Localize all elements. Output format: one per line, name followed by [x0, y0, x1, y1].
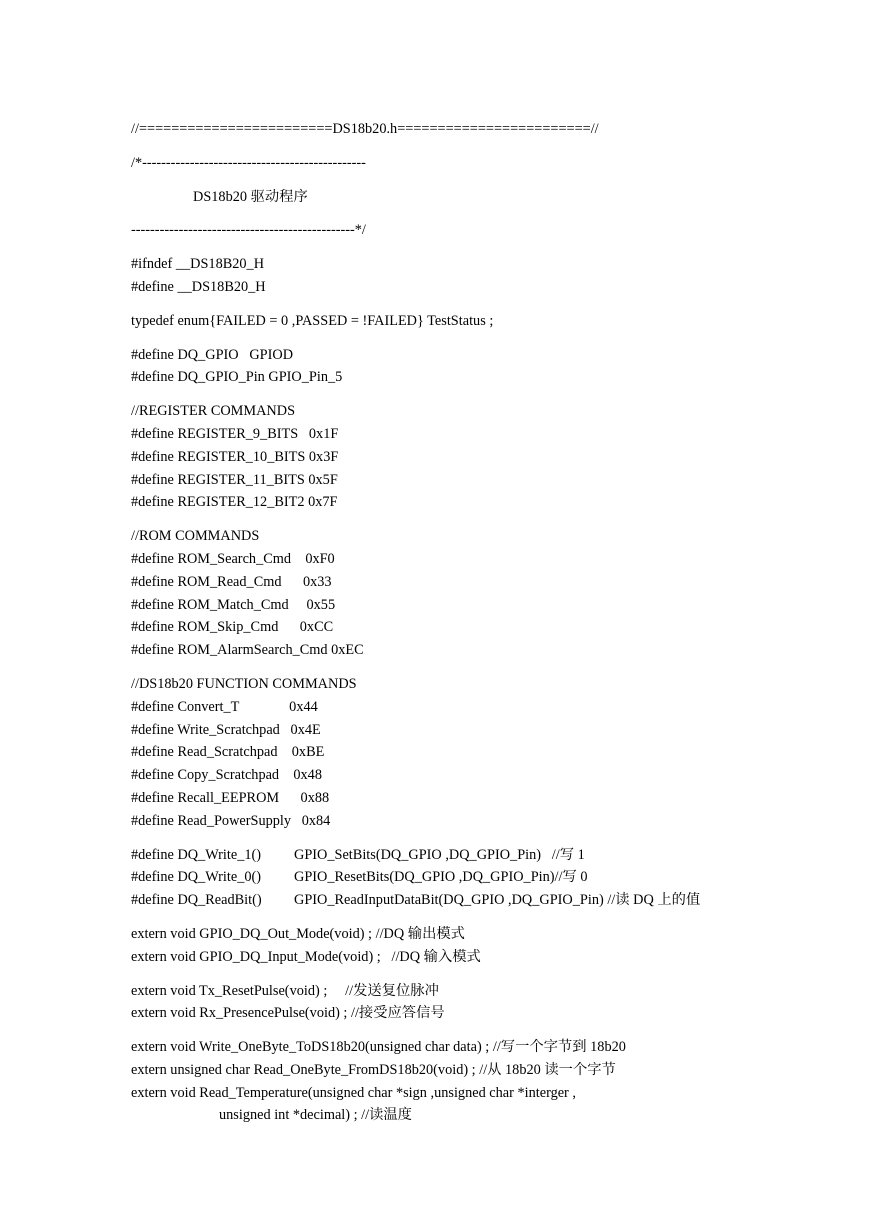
code-line-register-11: #define REGISTER_11_BITS 0x5F: [131, 471, 338, 488]
code-line-rx-presencepulse: extern void Rx_PresencePulse(void) ; //接受应答信号: [131, 1005, 445, 1022]
code-line-typedef: typedef enum{FAILED = 0 ,PASSED = !FAILED} TestStatus ;: [131, 312, 494, 329]
code-line-dq-gpio: #define DQ_GPIO GPIOD: [131, 346, 294, 363]
code-line-register-12: #define REGISTER_12_BIT2 0x7F: [131, 494, 338, 511]
code-line-dq-gpio-pin: #define DQ_GPIO_Pin GPIO_Pin_5: [131, 369, 343, 386]
comment-block-close: -----------------------------------------------*/: [131, 222, 366, 239]
macro-name: #define DQ_Write_0(): [131, 869, 262, 886]
macro-body: GPIO_ResetBits(DQ_GPIO ,DQ_GPIO_Pin)//写 0: [294, 869, 588, 886]
code-line-read-onebyte: extern unsigned char Read_OneByte_FromDS18b20(void) ; //从 18b20 读一个字节: [131, 1061, 616, 1078]
document-body: [131, 118, 851, 1127]
code-line-tx-resetpulse: extern void Tx_ResetPulse(void) ; //发送复位脉冲: [131, 982, 439, 999]
code-line-write-scratchpad: #define Write_Scratchpad 0x4E: [131, 721, 321, 738]
file-header-banner: //========================DS18b20.h========================//: [131, 121, 599, 137]
section-comment-rom: //ROM COMMANDS: [131, 528, 260, 545]
code-line-gpio-out-mode: extern void GPIO_DQ_Out_Mode(void) ; //DQ 输出模式: [131, 925, 465, 942]
code-line-convert-t: #define Convert_T 0x44: [131, 698, 318, 715]
code-line-define-guard: #define __DS18B20_H: [131, 278, 266, 295]
code-line-gpio-input-mode: extern void GPIO_DQ_Input_Mode(void) ; //DQ 输入模式: [131, 948, 481, 965]
code-line-read-temperature: extern void Read_Temperature(unsigned char *sign ,unsigned char *interger ,: [131, 1084, 576, 1101]
code-line-read-scratchpad: #define Read_Scratchpad 0xBE: [131, 744, 325, 761]
macro-name: #define DQ_Write_1(): [131, 846, 262, 863]
macro-body: GPIO_ReadInputDataBit(DQ_GPIO ,DQ_GPIO_Pin) //读 DQ 上的值: [294, 892, 701, 909]
code-line-register-9: #define REGISTER_9_BITS 0x1F: [131, 425, 339, 442]
code-line-register-10: #define REGISTER_10_BITS 0x3F: [131, 448, 339, 465]
section-comment-function: //DS18b20 FUNCTION COMMANDS: [131, 675, 357, 692]
code-line-rom-match: #define ROM_Match_Cmd 0x55: [131, 596, 336, 613]
comment-block-title: DS18b20 驱动程序: [193, 188, 308, 205]
code-line-read-powersupply: #define Read_PowerSupply 0x84: [131, 812, 331, 829]
section-comment-register: //REGISTER COMMANDS: [131, 403, 296, 420]
code-line-rom-skip: #define ROM_Skip_Cmd 0xCC: [131, 619, 334, 636]
macro-body: GPIO_SetBits(DQ_GPIO ,DQ_GPIO_Pin) //写 1: [294, 846, 585, 863]
code-line-rom-read: #define ROM_Read_Cmd 0x33: [131, 573, 332, 590]
code-line-dq-write-0: [131, 866, 851, 889]
code-line-recall-eeprom: #define Recall_EEPROM 0x88: [131, 789, 330, 806]
code-line-dq-readbit: [131, 889, 851, 912]
code-line-ifndef: #ifndef __DS18B20_H: [131, 256, 265, 273]
code-line-rom-alarmsearch: #define ROM_AlarmSearch_Cmd 0xEC: [131, 642, 364, 659]
code-line-read-temperature-cont: unsigned int *decimal) ; //读温度: [219, 1107, 412, 1124]
code-line-copy-scratchpad: #define Copy_Scratchpad 0x48: [131, 767, 322, 784]
code-line-dq-write-1: [131, 844, 851, 867]
comment-block-open: /*-----------------------------------------------: [131, 154, 366, 171]
macro-name: #define DQ_ReadBit(): [131, 892, 262, 909]
code-line-write-onebyte: extern void Write_OneByte_ToDS18b20(unsigned char data) ; //写一个字节到 18b20: [131, 1039, 626, 1056]
code-line-rom-search: #define ROM_Search_Cmd 0xF0: [131, 550, 335, 567]
